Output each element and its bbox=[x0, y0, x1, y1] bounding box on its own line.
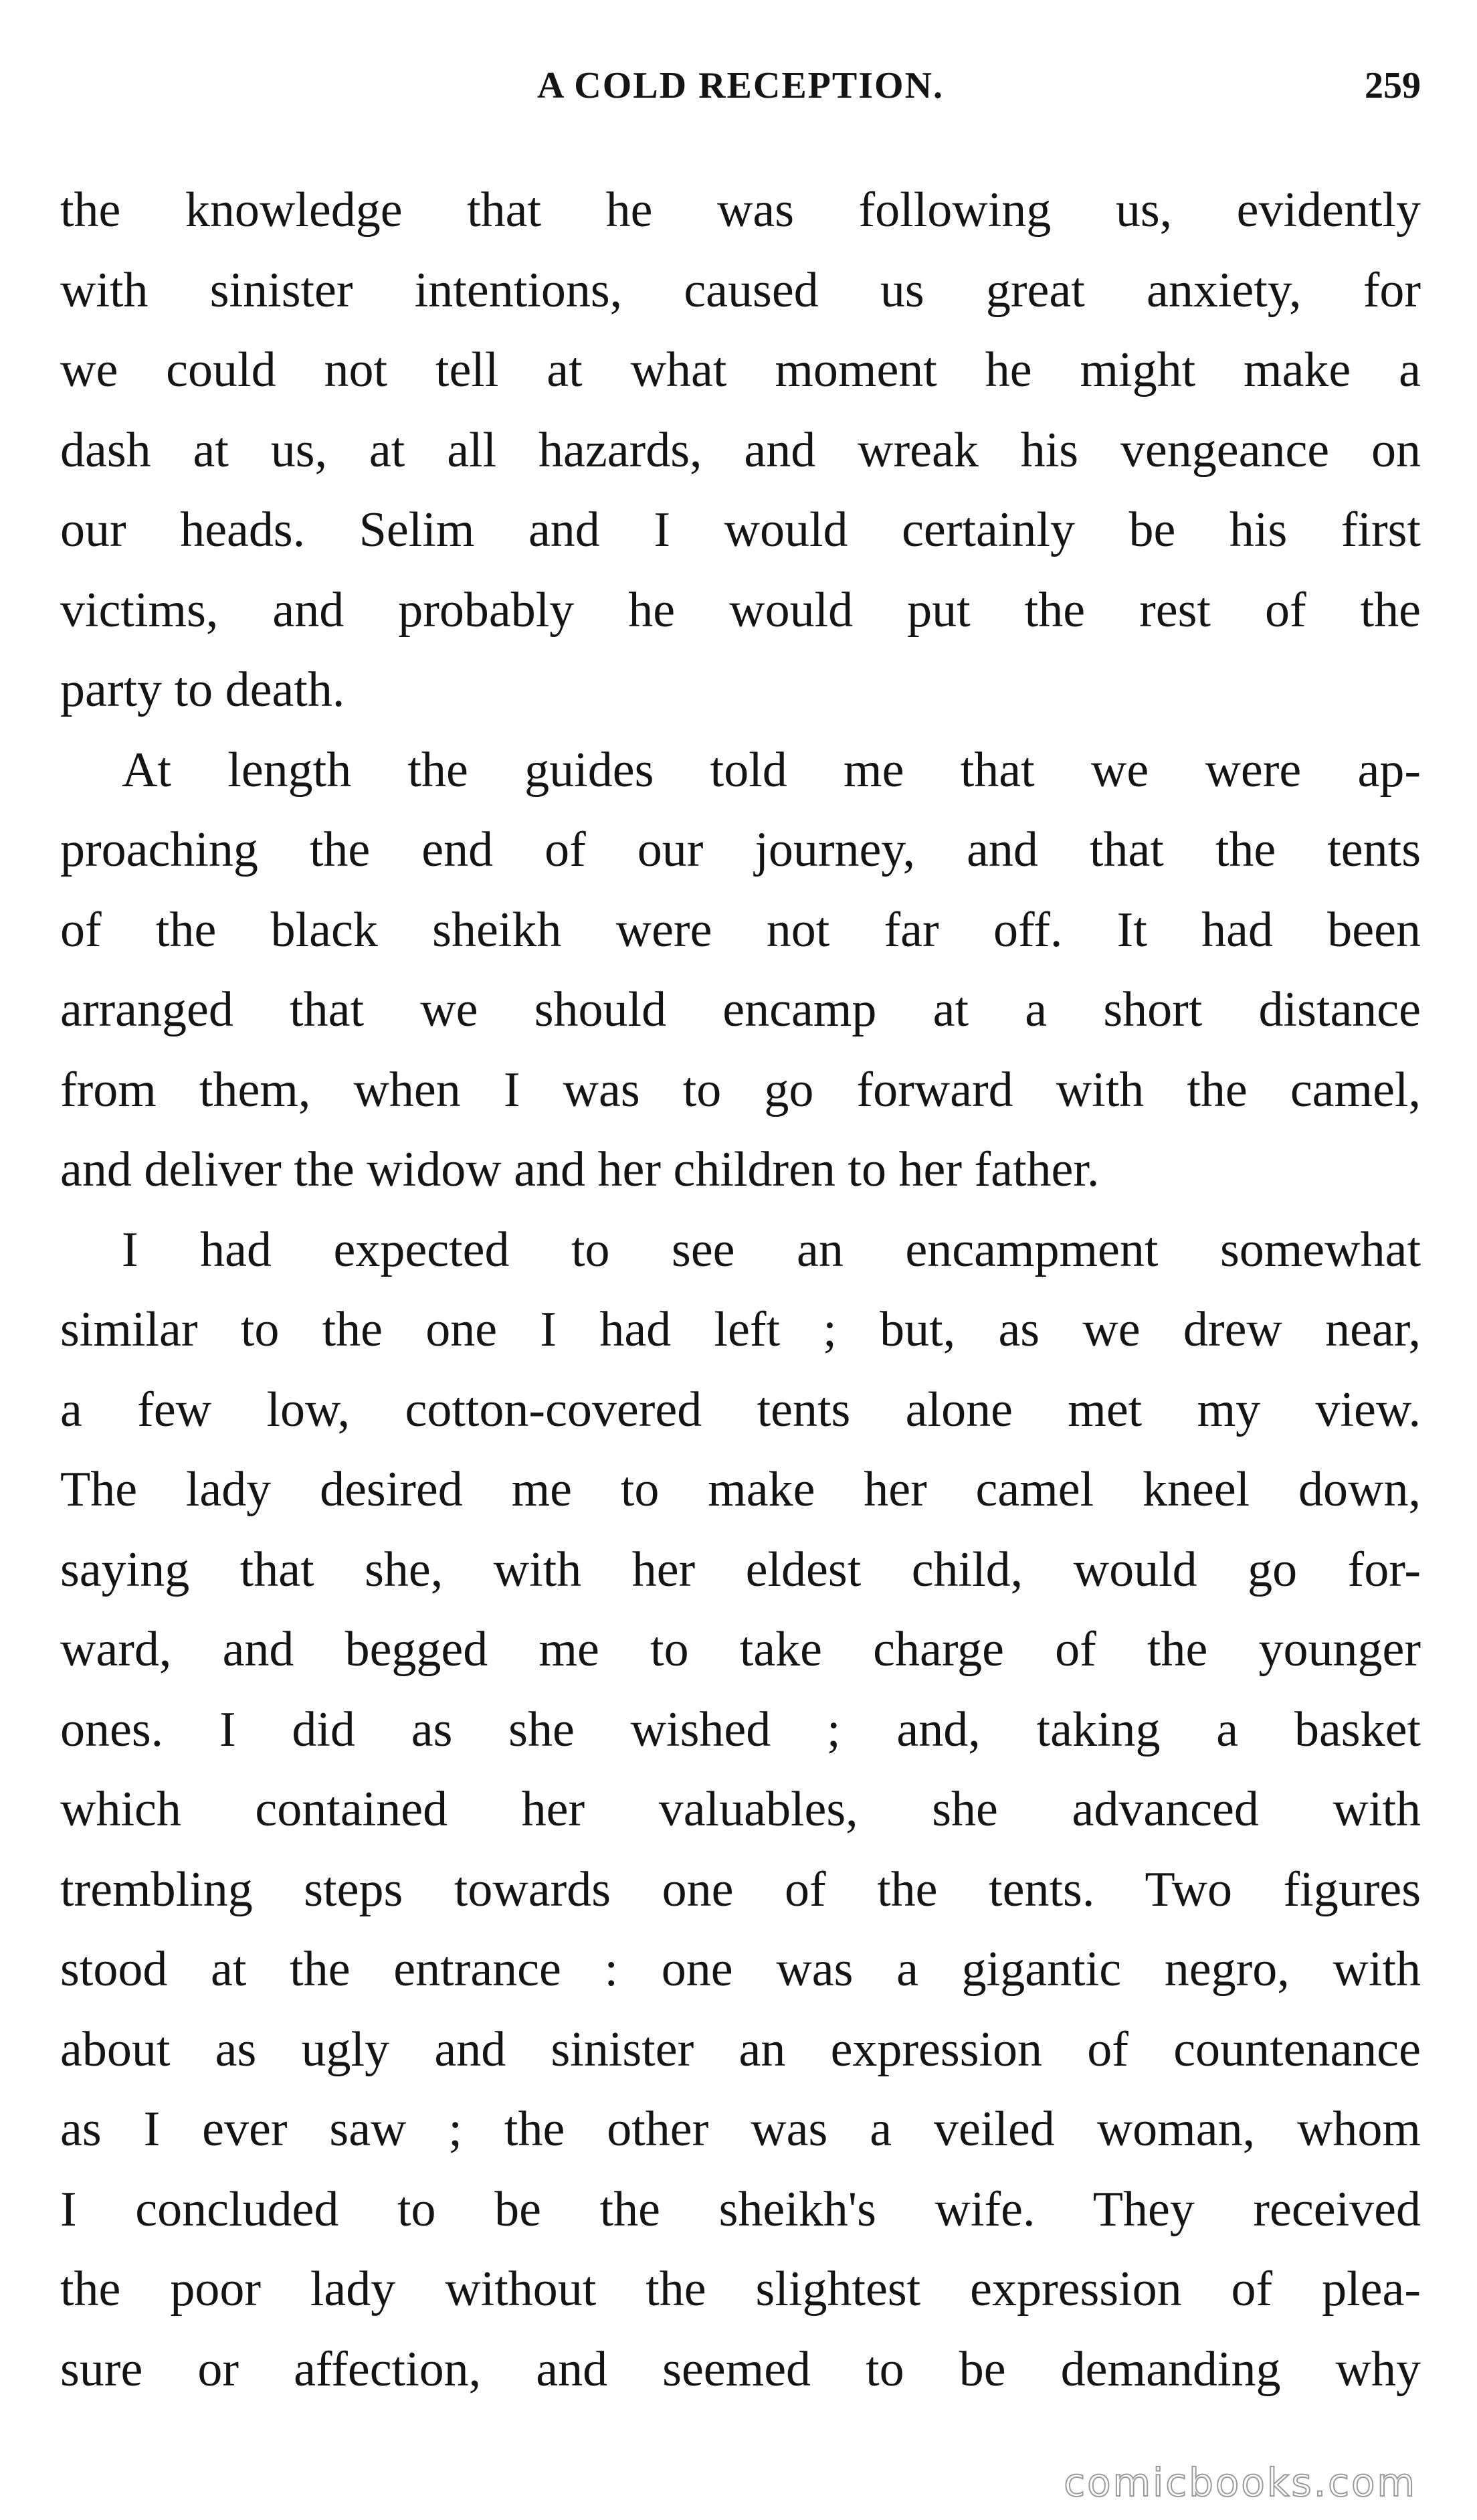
paragraph bbox=[60, 171, 1421, 731]
text-line: as I ever saw ; the other was a veiled woman, whom bbox=[60, 2102, 1421, 2157]
text-line: party to death. bbox=[60, 662, 345, 717]
text-line: about as ugly and sinister an expression of countenance bbox=[60, 2021, 1421, 2077]
page-header bbox=[60, 59, 1421, 112]
text-line: which contained her valuables, she advanced with bbox=[60, 1782, 1421, 1837]
text-line: victims, and probably he would put the rest of the bbox=[60, 582, 1421, 638]
text-line: trembling steps towards one of the tents. Two figures bbox=[60, 1862, 1421, 1917]
text-line: a few low, cotton-covered tents alone met my view. bbox=[60, 1382, 1421, 1437]
text-line: we could not tell at what moment he might make a bbox=[60, 343, 1421, 397]
text-line: proaching the end of our journey, and that the tents bbox=[60, 822, 1421, 877]
paragraph bbox=[60, 1210, 1421, 2410]
page-number: 259 bbox=[1365, 65, 1421, 106]
text-line: I had expected to see an encampment somewhat bbox=[122, 1222, 1421, 1277]
text-line: I concluded to be the sheikh's wife. They received bbox=[60, 2181, 1421, 2237]
running-title: A COLD RECEPTION. bbox=[536, 65, 945, 106]
text-line: sure or affection, and seemed to be demanding why bbox=[60, 2341, 1421, 2397]
text-line: ones. I did as she wished ; and, taking a basket bbox=[60, 1702, 1421, 1757]
text-line: the poor lady without the slightest expression of plea- bbox=[60, 2262, 1421, 2317]
text-line: The lady desired me to make her camel kneel down, bbox=[60, 1462, 1421, 1517]
text-line: similar to the one I had left ; but, as we drew near, bbox=[60, 1302, 1421, 1357]
text-line: stood at the entrance : one was a gigantic negro, with bbox=[60, 1942, 1421, 1997]
text-line: and deliver the widow and her children to her father. bbox=[60, 1142, 1100, 1197]
watermark: comicbooks.com bbox=[1064, 2460, 1417, 2505]
body-text bbox=[60, 171, 1421, 2410]
text-line: ward, and begged me to take charge of the younger bbox=[60, 1622, 1421, 1677]
text-line: dash at us, at all hazards, and wreak his vengeance on bbox=[60, 422, 1421, 478]
text-line: from them, when I was to go forward with the camel, bbox=[60, 1062, 1421, 1117]
text-line: At length the guides told me that we were ap- bbox=[122, 742, 1421, 798]
text-line: of the black sheikh were not far off. It had been bbox=[60, 902, 1421, 958]
text-line: our heads. Selim and I would certainly be his first bbox=[60, 503, 1421, 557]
text-line: saying that she, with her eldest child, would go for- bbox=[60, 1542, 1421, 1597]
text-line: the knowledge that he was following us, evidently bbox=[60, 183, 1421, 238]
paragraph bbox=[60, 731, 1421, 1210]
text-line: arranged that we should encamp at a short distance bbox=[60, 982, 1421, 1037]
text-line: with sinister intentions, caused us great anxiety, for bbox=[60, 262, 1421, 318]
